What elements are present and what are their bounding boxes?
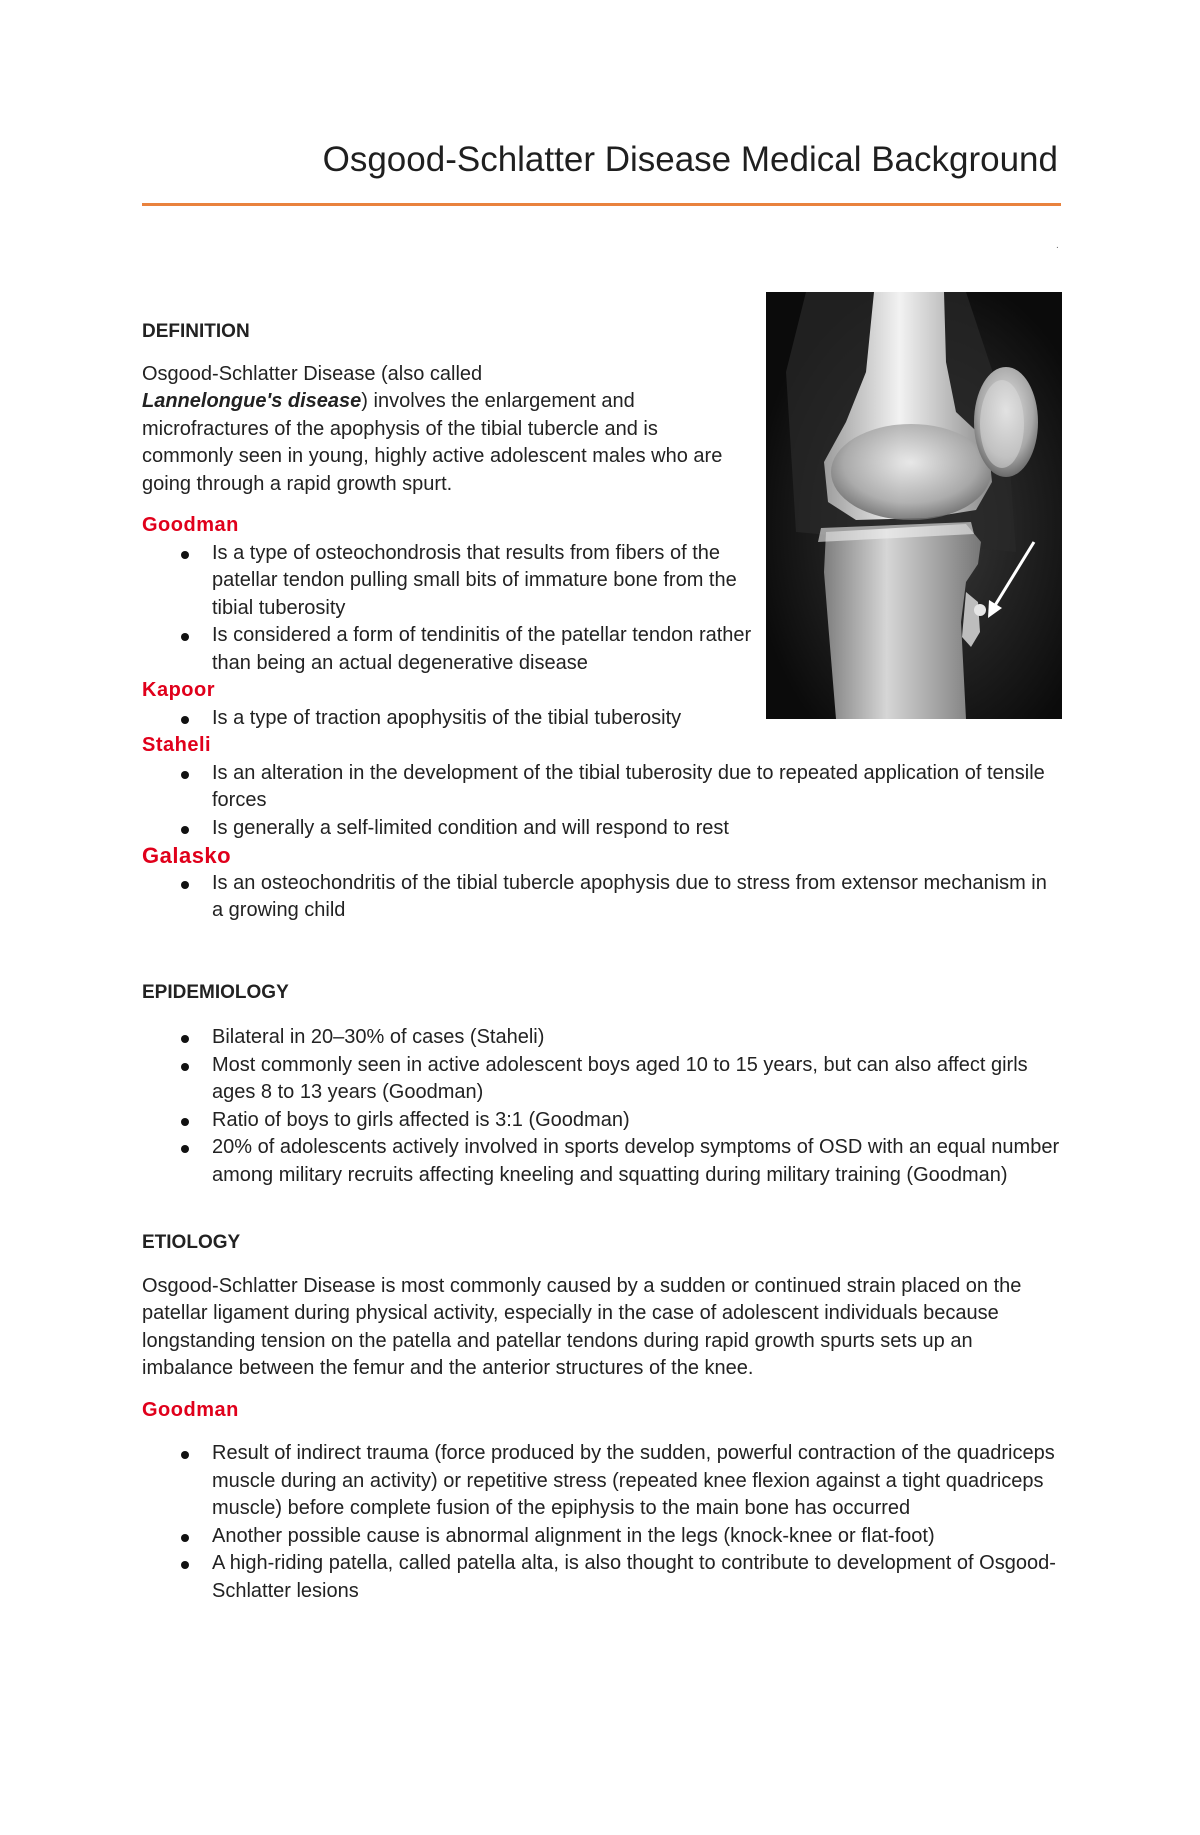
title-divider <box>142 203 1061 206</box>
etiology-heading: ETIOLOGY <box>142 1232 241 1253</box>
list-item: Most commonly seen in active adolescent boys aged 10 to 15 years, but can also affect girls ages 8 to 13 years (Goodman) <box>142 1052 1062 1107</box>
list-item: Is a type of traction apophysitis of the tibial tuberosity <box>142 705 752 733</box>
definition-paragraph <box>142 361 742 499</box>
etiology-paragraph: Osgood-Schlatter Disease is most commonly caused by a sudden or continued strain placed on the patellar ligament during physical activity, especially in the case of adolescent individuals because longstanding tension on the patella and patellar tendons during rapid growth spurts sets up an imbalance between the femur and the anterior structures of the knee. <box>142 1274 1022 1379</box>
definition-alt-name: Lannelongue's disease <box>142 390 362 412</box>
definition-heading: DEFINITION <box>142 321 250 342</box>
list-item: Result of indirect trauma (force produced by the sudden, powerful contraction of the quadriceps muscle during an activity) or repetitive stress (repeated knee flexion against a tight quadriceps muscle) before complete fusion of the epiphysis to the main bone has occurred <box>142 1440 1062 1523</box>
definition-rest: ) involves the enlargement and microfractures of the apophysis of the tibial tubercle and is commonly seen in young, highly active adolescent males who are going through a rapid growth spurt. <box>142 390 723 495</box>
definition-intro: Osgood-Schlatter Disease (also called <box>142 362 483 385</box>
list-item: 20% of adolescents actively involved in sports develop symptoms of OSD with an equal number among military recruits affecting kneeling and squatting during military training (Goodman) <box>142 1134 1062 1189</box>
list-item: Is generally a self-limited condition and will respond to rest <box>142 815 1062 843</box>
list-item: Is considered a form of tendinitis of the patellar tendon rather than being an actual degenerative disease <box>142 622 752 677</box>
document-body <box>142 318 1062 1605</box>
list-item: Ratio of boys to girls affected is 3:1 (Goodman) <box>142 1107 1062 1135</box>
epidemiology-list <box>142 1024 1062 1189</box>
source-goodman-etiology: Goodman <box>142 1398 239 1421</box>
galasko-list <box>142 870 1062 925</box>
staheli-list <box>142 760 1062 843</box>
list-item: Is an alteration in the development of the tibial tuberosity due to repeated application of tensile forces <box>142 760 1062 815</box>
goodman-list <box>142 540 752 678</box>
list-item: A high-riding patella, called patella alta, is also thought to contribute to development of Osgood-Schlatter lesions <box>142 1550 1062 1605</box>
page-title: Osgood-Schlatter Disease Medical Background <box>322 140 1058 179</box>
list-item: Another possible cause is abnormal alignment in the legs (knock-knee or flat-foot) <box>142 1523 1062 1551</box>
source-kapoor: Kapoor <box>142 679 215 701</box>
list-item: Bilateral in 20–30% of cases (Staheli) <box>142 1024 1062 1052</box>
list-item: Is an osteochondritis of the tibial tubercle apophysis due to stress from extensor mechanism in a growing child <box>142 870 1062 925</box>
list-item: Is a type of osteochondrosis that results from fibers of the patellar tendon pulling small bits of immature bone from the tibial tuberosity <box>142 540 752 623</box>
source-staheli: Staheli <box>142 734 212 756</box>
etiology-list <box>142 1440 1062 1605</box>
header-mark: . <box>1056 240 1059 251</box>
source-goodman: Goodman <box>142 514 239 536</box>
source-galasko: Galasko <box>142 843 232 868</box>
epidemiology-heading: EPIDEMIOLOGY <box>142 981 289 1003</box>
kapoor-list <box>142 705 752 733</box>
